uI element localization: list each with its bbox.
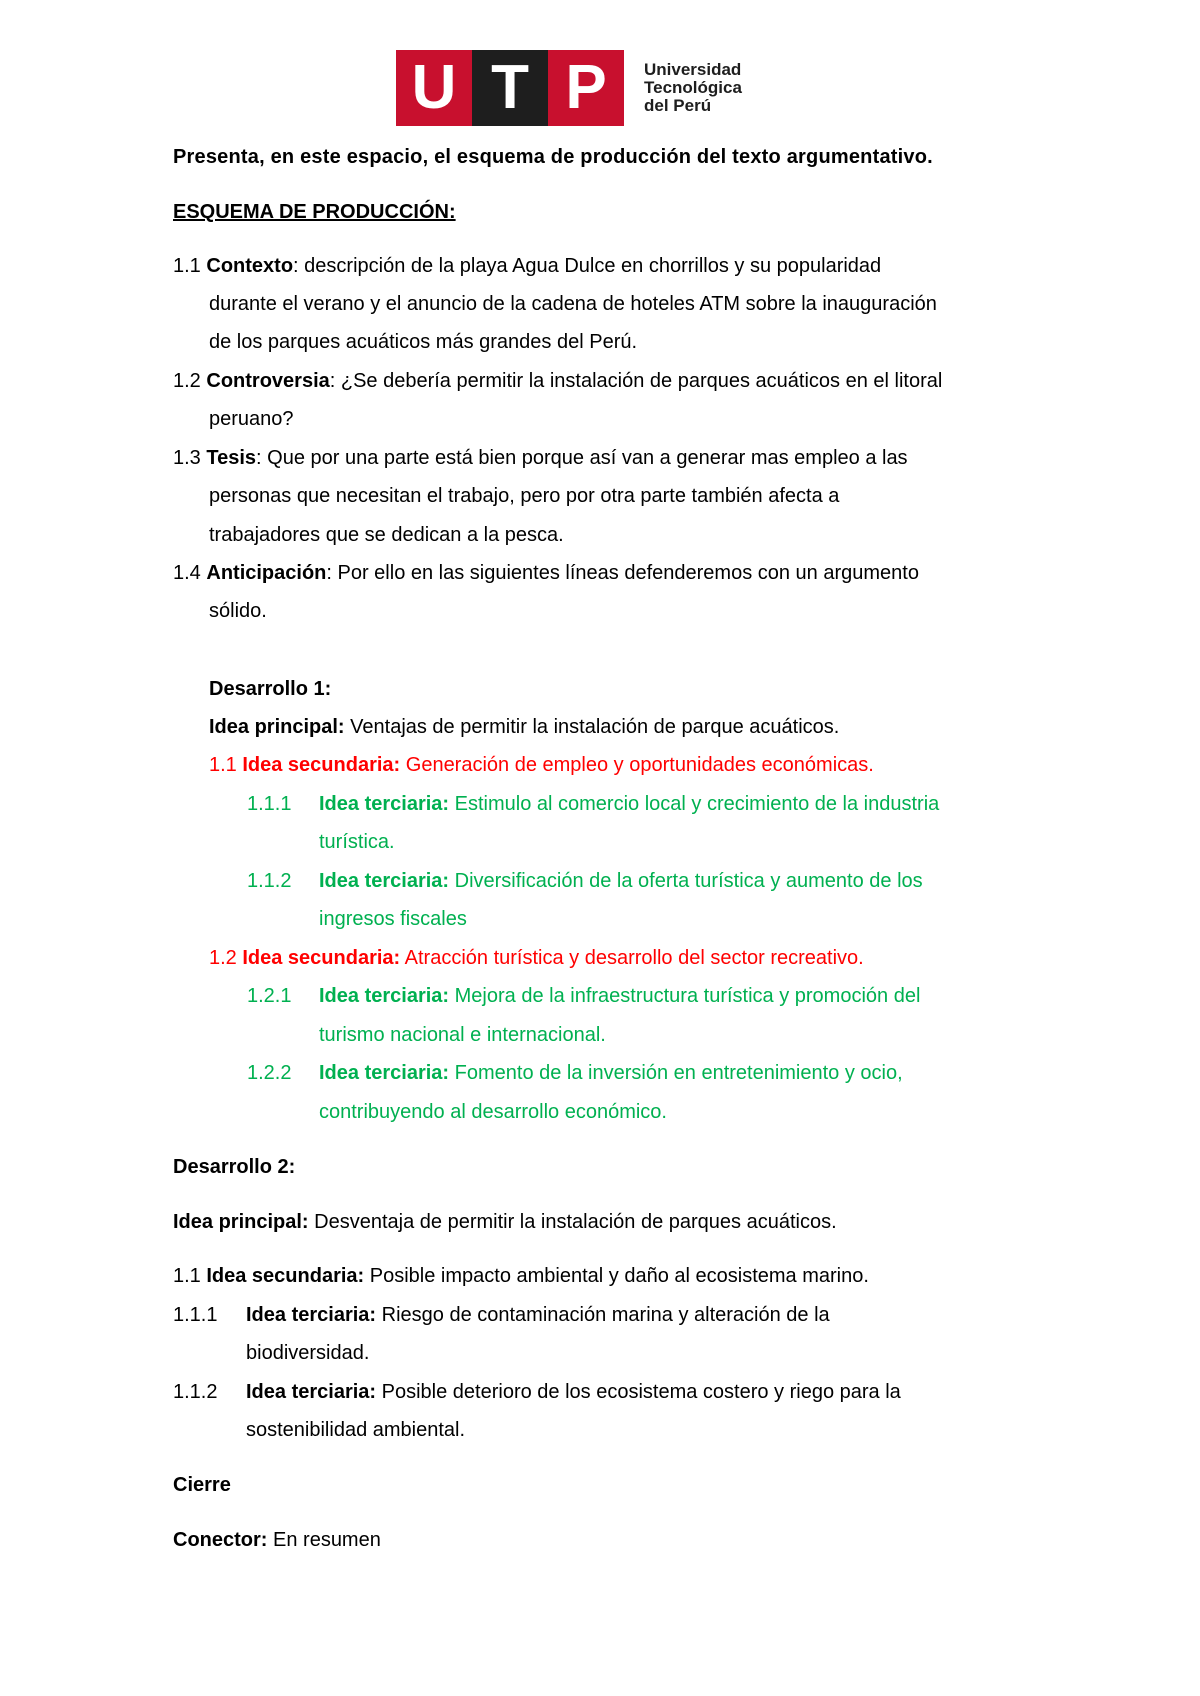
contexto-text: : descripción de la playa Agua Dulce en chorrillos y su popularidad xyxy=(293,255,882,277)
terciaria-label: Idea terciaria: xyxy=(246,1304,377,1326)
utp-logo xyxy=(396,50,742,126)
terciaria-label: Idea terciaria: xyxy=(319,870,450,892)
contexto-line-2: durante el verano y el anuncio de la cadena de hoteles ATM sobre la inauguración xyxy=(209,293,937,315)
logo-letter-u: U xyxy=(396,50,472,126)
d1-terciaria-122-number: 1.2.2 xyxy=(247,1062,292,1084)
anticipacion-line-1 xyxy=(173,561,919,585)
d1-terciaria-111 xyxy=(319,792,939,816)
desarrollo-1-principal xyxy=(209,715,839,739)
d2-terciaria-111 xyxy=(246,1303,830,1327)
conector-text: En resumen xyxy=(267,1529,381,1551)
secundaria-number: 1.1 xyxy=(173,1265,207,1287)
tesis-line-3: trabajadores que se dedican a la pesca. xyxy=(209,524,564,546)
intro-instruction: Presenta, en este espacio, el esquema de producción del texto argumentativo. xyxy=(173,146,933,168)
d2-terciaria-112 xyxy=(246,1380,901,1404)
anticipacion-text: : Por ello en las siguientes líneas defenderemos con un argumento xyxy=(326,562,919,584)
logo-wordmark xyxy=(644,61,742,115)
d1-terciaria-121-number: 1.2.1 xyxy=(247,985,292,1007)
contexto-number: 1.1 xyxy=(173,255,201,277)
tesis-label: Tesis xyxy=(206,447,257,469)
d1-secundaria-2 xyxy=(209,946,864,970)
d2-terciaria-112-number: 1.1.2 xyxy=(173,1381,218,1403)
anticipacion-label: Anticipación xyxy=(206,562,327,584)
anticipacion-line-2: sólido. xyxy=(209,600,267,622)
secundaria-label: Idea secundaria: xyxy=(206,1265,365,1287)
desarrollo-2-title: Desarrollo 2: xyxy=(173,1156,296,1178)
conector-label: Conector: xyxy=(173,1529,268,1551)
principal-label: Idea principal: xyxy=(209,716,345,738)
schema-heading: ESQUEMA DE PRODUCCIÓN: xyxy=(173,201,456,223)
d1-terciaria-121-cont: turismo nacional e internacional. xyxy=(319,1024,606,1046)
terciaria-text: Estimulo al comercio local y crecimiento de la industria xyxy=(449,793,940,815)
terciaria-label: Idea terciaria: xyxy=(246,1381,377,1403)
tesis-number: 1.3 xyxy=(173,447,201,469)
logo-letter-p: P xyxy=(548,50,624,126)
terciaria-text: Diversificación de la oferta turística y aumento de los xyxy=(449,870,923,892)
d1-terciaria-122-cont: contribuyendo al desarrollo económico. xyxy=(319,1101,667,1123)
desarrollo-2-principal xyxy=(173,1210,837,1234)
terciaria-text: Posible deterioro de los ecosistema costero y riego para la xyxy=(376,1381,901,1403)
terciaria-text: Riesgo de contaminación marina y alteración de la xyxy=(376,1304,830,1326)
secundaria-number: 1.2 xyxy=(209,947,243,969)
tesis-text: : Que por una parte está bien porque así van a generar mas empleo a las xyxy=(256,447,908,469)
terciaria-label: Idea terciaria: xyxy=(319,793,450,815)
terciaria-text: Fomento de la inversión en entretenimiento y ocio, xyxy=(449,1062,903,1084)
tesis-line-2: personas que necesitan el trabajo, pero por otra parte también afecta a xyxy=(209,485,840,507)
d2-terciaria-112-cont: sostenibilidad ambiental. xyxy=(246,1419,466,1441)
principal-text: Desventaja de permitir la instalación de parques acuáticos. xyxy=(308,1211,837,1233)
secundaria-label: Idea secundaria: xyxy=(242,947,401,969)
d2-terciaria-111-number: 1.1.1 xyxy=(173,1304,218,1326)
anticipacion-number: 1.4 xyxy=(173,562,201,584)
controversia-text: : ¿Se debería permitir la instalación de parques acuáticos en el litoral xyxy=(329,370,943,392)
logo-letter-t: T xyxy=(472,50,548,126)
d1-secundaria-1 xyxy=(209,753,874,777)
secundaria-label: Idea secundaria: xyxy=(242,754,401,776)
tesis-line-1 xyxy=(173,446,908,470)
contexto-label: Contexto xyxy=(206,255,294,277)
terciaria-label: Idea terciaria: xyxy=(319,1062,450,1084)
d1-terciaria-111-number: 1.1.1 xyxy=(247,793,292,815)
secundaria-text: Posible impacto ambiental y daño al ecosistema marino. xyxy=(364,1265,869,1287)
controversia-line-1 xyxy=(173,369,942,393)
d2-terciaria-111-cont: biodiversidad. xyxy=(246,1342,370,1364)
controversia-label: Controversia xyxy=(206,370,330,392)
d1-terciaria-112-number: 1.1.2 xyxy=(247,870,292,892)
secundaria-text: Generación de empleo y oportunidades económicas. xyxy=(400,754,874,776)
logo-line-2: Tecnológica xyxy=(644,78,742,97)
d1-terciaria-112-cont: ingresos fiscales xyxy=(319,908,467,930)
cierre-title: Cierre xyxy=(173,1474,231,1496)
d1-terciaria-122 xyxy=(319,1061,903,1085)
d1-terciaria-121 xyxy=(319,984,920,1008)
d1-terciaria-112 xyxy=(319,869,923,893)
controversia-line-2: peruano? xyxy=(209,408,294,430)
contexto-line-1 xyxy=(173,254,881,278)
principal-label: Idea principal: xyxy=(173,1211,309,1233)
terciaria-text: Mejora de la infraestructura turística y promoción del xyxy=(449,985,921,1007)
logo-line-1: Universidad xyxy=(644,60,742,79)
principal-text: Ventajas de permitir la instalación de parque acuáticos. xyxy=(344,716,840,738)
logo-line-3: del Perú xyxy=(644,96,712,115)
cierre-conector xyxy=(173,1528,381,1552)
contexto-line-3: de los parques acuáticos más grandes del Perú. xyxy=(209,331,638,353)
d1-terciaria-111-cont: turística. xyxy=(319,831,395,853)
terciaria-label: Idea terciaria: xyxy=(319,985,450,1007)
controversia-number: 1.2 xyxy=(173,370,201,392)
secundaria-number: 1.1 xyxy=(209,754,243,776)
secundaria-text: Atracción turística y desarrollo del sector recreativo. xyxy=(400,947,864,969)
d2-secundaria-1 xyxy=(173,1264,869,1288)
desarrollo-1-title: Desarrollo 1: xyxy=(209,678,332,700)
